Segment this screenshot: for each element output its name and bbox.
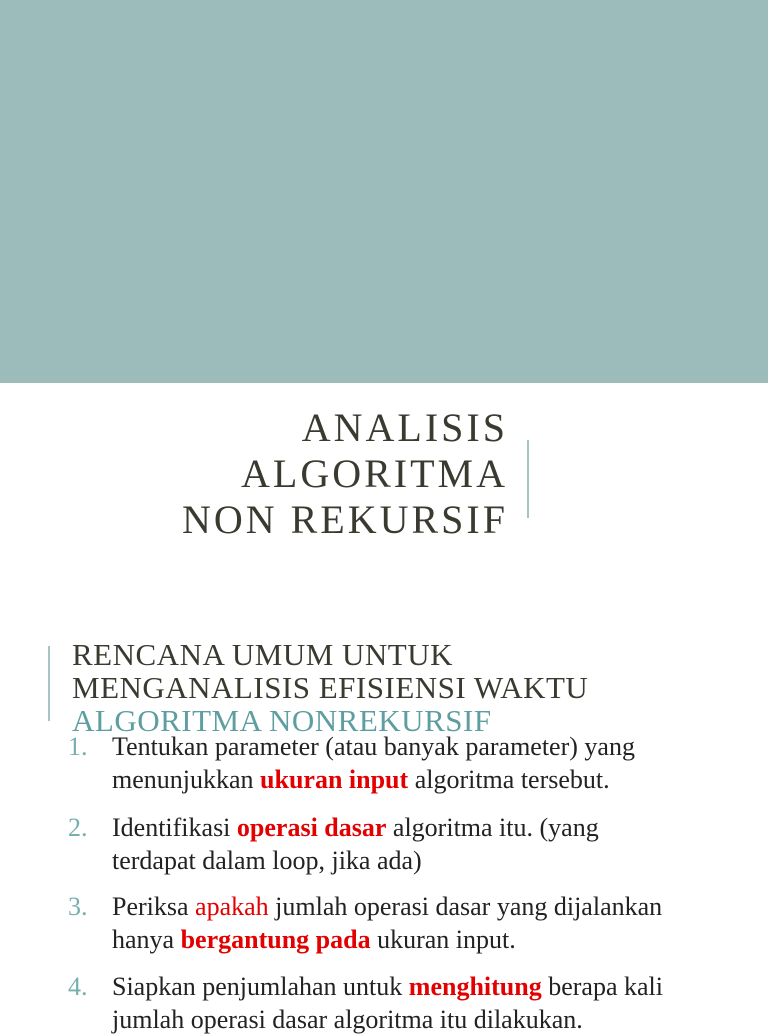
step-text: algoritma itu. (yang — [386, 813, 599, 842]
heading-divider — [48, 646, 50, 721]
step-text: jumlah operasi dasar algoritma itu dilakukan. — [112, 1005, 583, 1034]
step-text: algoritma tersebut. — [408, 765, 610, 794]
list-item-text — [112, 730, 760, 796]
step-highlight: ukuran input — [260, 765, 409, 794]
step-text: Identifikasi — [112, 813, 237, 842]
section-heading — [72, 638, 588, 737]
title-divider — [527, 440, 529, 518]
slide-title-line-2: ALGORITMA — [241, 451, 508, 496]
slide-title-line-3: NON REKURSIF — [181, 497, 508, 542]
list-item-text — [112, 890, 760, 956]
slide-title — [130, 405, 508, 543]
step-text: Periksa — [112, 892, 196, 921]
step-highlight: bergantung pada — [180, 925, 371, 954]
step-text: hanya — [112, 925, 181, 954]
step-text: jumlah operasi dasar yang dijalankan — [268, 892, 663, 921]
title-banner — [0, 0, 768, 383]
step-text: berapa kali — [541, 972, 663, 1001]
step-text: terdapat dalam loop, jika ada) — [112, 846, 422, 875]
list-item-text — [112, 811, 760, 877]
step-highlight: operasi dasar — [236, 813, 387, 842]
section-heading-line-3: ALGORITMA NONREKURSIF — [72, 703, 492, 738]
step-text: Tentukan parameter (atau banyak parameter) yang — [112, 732, 635, 761]
list-number: 2. — [68, 813, 88, 842]
step-highlight: menghitung — [408, 972, 542, 1001]
step-highlight: apakah — [195, 892, 269, 921]
step-text: Siapkan penjumlahan untuk — [112, 972, 409, 1001]
list-item-text — [112, 970, 760, 1036]
list-number: 3. — [68, 892, 88, 921]
step-text: menunjukkan — [112, 765, 261, 794]
section-heading-line-1: RENCANA UMUM UNTUK — [72, 637, 454, 672]
section-heading-line-2: MENGANALISIS EFISIENSI WAKTU — [72, 670, 589, 705]
step-text: ukuran input. — [370, 925, 516, 954]
slide-title-line-1: ANALISIS — [301, 405, 508, 450]
list-number: 1. — [68, 732, 88, 761]
list-number: 4. — [68, 972, 88, 1001]
